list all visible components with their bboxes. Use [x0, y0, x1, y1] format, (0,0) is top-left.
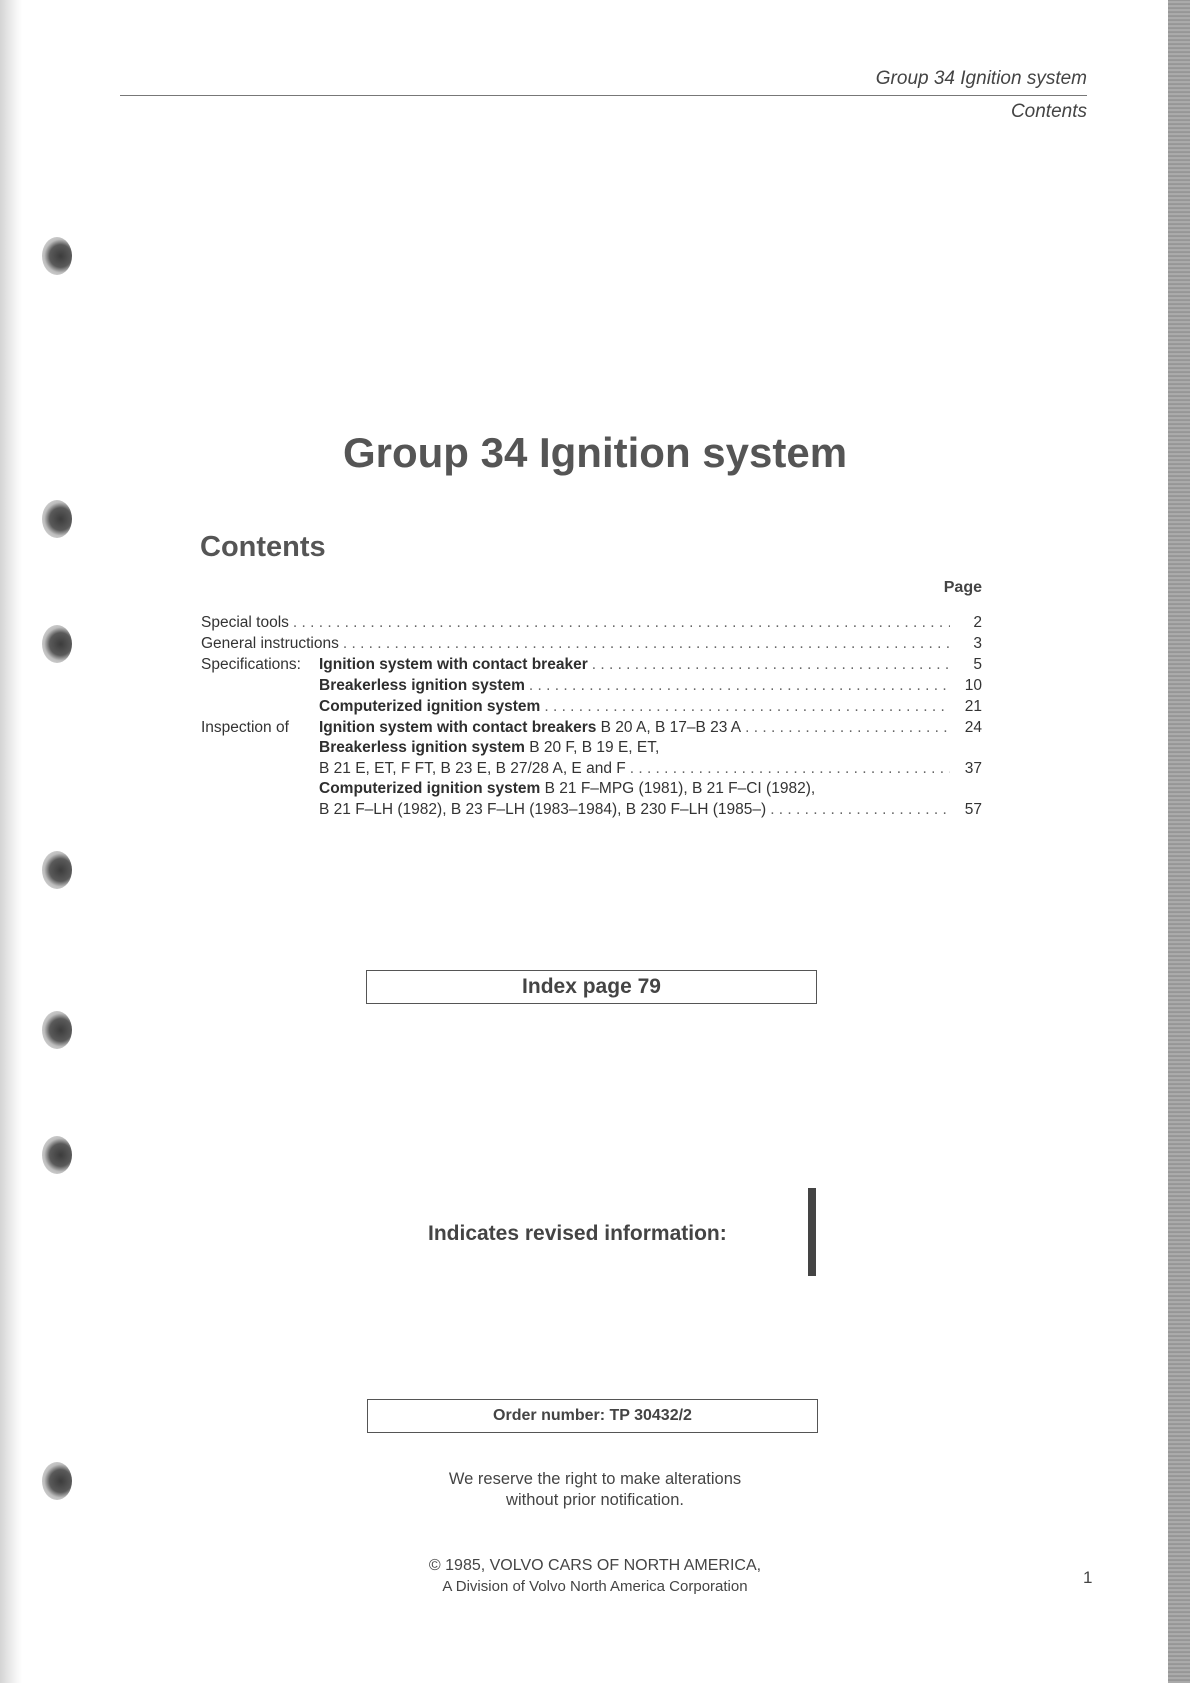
toc-row-inspection-contact-breakers[interactable]: [201, 717, 982, 738]
header-rule: [120, 95, 1087, 96]
toc-entry-models: B 21 F–LH (1982), B 23 F–LH (1983–1984), B 230 F–LH (1985–): [319, 801, 767, 818]
toc-entry-label: General instructions: [201, 635, 339, 652]
leader-dots: [544, 696, 950, 717]
binder-hole: [42, 237, 72, 275]
binder-hole: [42, 1136, 72, 1174]
index-page-box: Index page 79: [366, 970, 817, 1004]
copyright-line-2: A Division of Volvo North America Corporation: [442, 1578, 748, 1595]
copyright-line-1: © 1985, VOLVO CARS OF NORTH AMERICA,: [428, 1557, 762, 1574]
toc-page-number: 37: [964, 760, 982, 777]
toc-entry-models: B 20 F, B 19 E, ET,: [524, 739, 660, 756]
toc-prefix: Specifications:: [201, 656, 301, 673]
toc-entry-bold: Ignition system with contact breakers: [319, 719, 597, 736]
toc-row-spec-contact-breaker[interactable]: [201, 654, 982, 675]
toc-row-inspection-computerized-cont[interactable]: [201, 799, 982, 820]
toc-entry-models: B 21 F–MPG (1981), B 21 F–CI (1982),: [540, 780, 816, 797]
table-of-contents: [201, 612, 982, 820]
binder-hole: [42, 851, 72, 889]
page-left-edge: [0, 0, 22, 1683]
leader-dots: [343, 633, 950, 654]
notice-line-1: We reserve the right to make alterations: [448, 1470, 742, 1488]
toc-entry: [319, 779, 815, 799]
toc-page-number: 2: [973, 614, 982, 631]
toc-entry: [319, 675, 525, 696]
leader-dots: [293, 612, 950, 633]
toc-entry-bold: Computerized ignition system: [319, 698, 541, 715]
toc-entry-bold: Computerized ignition system: [319, 780, 541, 797]
toc-row-special-tools[interactable]: [201, 612, 982, 633]
running-header-section: Contents: [1010, 101, 1087, 122]
page-right-edge: [1168, 0, 1190, 1683]
toc-entry-bold: Breakerless ignition system: [319, 739, 525, 756]
binder-hole: [42, 500, 72, 538]
leader-dots: [630, 758, 950, 779]
toc-entry: [319, 738, 659, 758]
toc-page-number: 5: [973, 656, 982, 673]
page-number: 1: [1083, 1568, 1093, 1587]
leader-dots: [529, 675, 950, 696]
leader-dots: [592, 654, 950, 675]
toc-entry: [319, 717, 741, 738]
notice-line-2: without prior notification.: [506, 1491, 684, 1509]
toc-entry-label: Special tools: [201, 614, 289, 631]
toc-row-general-instructions[interactable]: [201, 633, 982, 654]
toc-entry: [319, 654, 588, 675]
copyright-notice: [0, 1555, 1190, 1597]
order-number-box: Order number: TP 30432/2: [367, 1399, 818, 1433]
running-header-group: Group 34 Ignition system: [875, 68, 1087, 89]
toc-entry-bold: Breakerless ignition system: [319, 677, 525, 694]
toc-entry-models: B 21 E, ET, F FT, B 23 E, B 27/28 A, E and F: [319, 760, 626, 777]
toc-row-spec-computerized[interactable]: [201, 696, 982, 717]
toc-row-inspection-computerized[interactable]: [201, 779, 982, 799]
toc-prefix: Inspection of: [201, 719, 289, 736]
toc-entry: [319, 696, 540, 717]
toc-entry-models: B 20 A, B 17–B 23 A: [596, 719, 742, 736]
toc-entry-bold: Ignition system with contact breaker: [319, 656, 588, 673]
toc-page-number: 24: [964, 719, 982, 736]
leader-dots: [745, 717, 950, 738]
binder-hole: [42, 1011, 72, 1049]
toc-page-number: 10: [964, 677, 982, 694]
revision-bar-sample: [808, 1188, 816, 1276]
toc-row-inspection-breakerless-cont[interactable]: [201, 758, 982, 779]
binder-hole: [42, 625, 72, 663]
leader-dots: [770, 799, 950, 820]
page-title: Group 34 Ignition system: [342, 429, 848, 476]
toc-page-number: 3: [973, 635, 982, 652]
toc-page-column-label: Page: [943, 579, 982, 596]
contents-heading: Contents: [200, 531, 326, 563]
revised-info-label: Indicates revised information:: [428, 1222, 727, 1245]
toc-row-spec-breakerless[interactable]: [201, 675, 982, 696]
toc-row-inspection-breakerless[interactable]: [201, 738, 982, 758]
toc-page-number: 57: [964, 801, 982, 818]
toc-page-number: 21: [964, 698, 982, 715]
alteration-notice: [0, 1469, 1190, 1511]
